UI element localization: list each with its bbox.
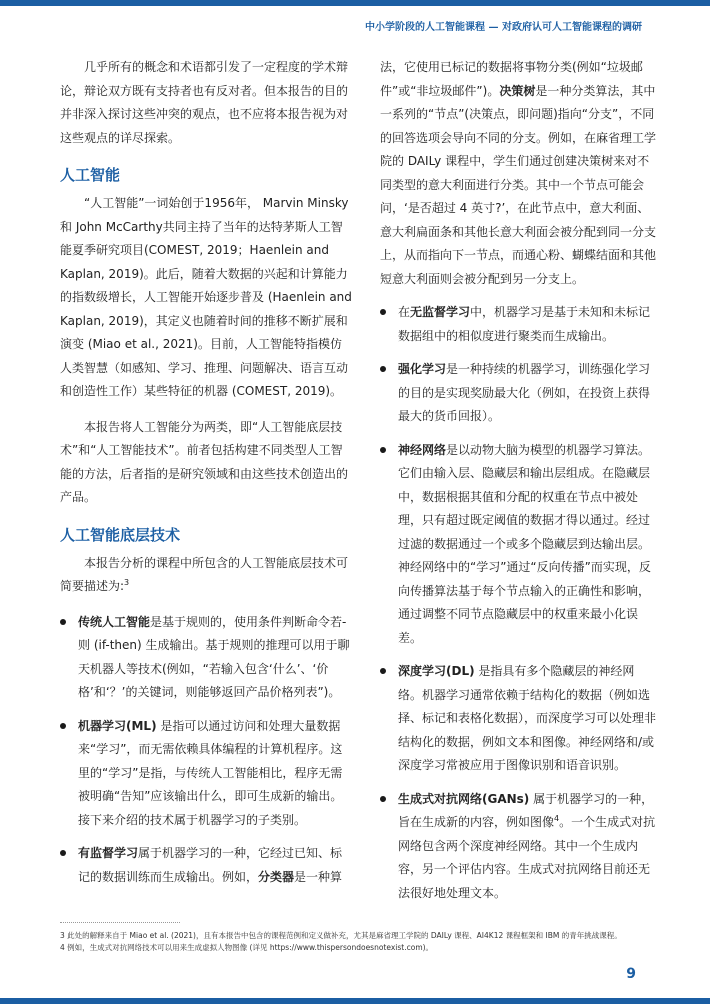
continuation-text-2: 是一种分类算法，其中一系列的“节点”(决策点，即问题)指向“分支”，不同的回答选项会导向不同的分支。例如，在麻省理工学院的 DAILy 课程中，学生们通过创建决策树来对不同类型的意大利面进行分类。其中一个节点可能会问，‘是否超过 4 英寸?’，在此节点中，意大利面、意大利扁面条和其他长意大利面会被分配到同一分支上，从而指向下一节点，而通心粉、蝴蝶结面和其他短意大利面则会被分配到另一分支上。 (380, 83, 657, 286)
left-column (60, 56, 352, 899)
underlying-tech-intro-text: 本报告分析的课程中所包含的人工智能底层技术可简要描述为: (60, 555, 349, 593)
footnote-4[interactable]: 4 例如，生成式对抗网络技术可以用来生成虚拟人物图像 (详见 https://www.thispersondoesnotexist.com)。 (60, 943, 434, 952)
list-item (60, 611, 352, 705)
term-machine-learning: 机器学习(ML) (78, 718, 157, 733)
term-gans: 生成式对抗网络(GANs) (398, 791, 530, 806)
list-item (380, 439, 656, 651)
list-item-text: 是一种算 (294, 869, 343, 884)
list-item-text: 中，机器学习是基于未知和未标记数据组中的相似度进行聚类而生成输出。 (398, 305, 651, 343)
ai-heading: 人工智能 (60, 166, 121, 184)
term-decision-tree: 决策树 (499, 83, 536, 98)
term-classifier: 分类器 (258, 869, 295, 884)
list-item-text: 是一种持续的机器学习，训练强化学习的目的是实现奖励最大化（例如，在投资上获得最大的货币回报）。 (398, 362, 651, 423)
intro-paragraph: 几乎所有的概念和术语都引发了一定程度的学术辩论，辩论双方既有支持者也有反对者。但本报告的目的并非深入探讨这些冲突的观点，也不应将本报告视为对这些观点的详尽探索。 (60, 60, 349, 145)
list-item-text: 是指可以通过访问和处理大量数据来“学习”，而无需依赖具体编程的计算机程序。这里的“学习”是指，与传统人工智能相比，程序无需被明确“告知”应该输出什么，即可生成新的输出。接下来介绍的技术属于机器学习的子类别。 (78, 718, 343, 827)
left-bullet-list (60, 611, 352, 890)
list-item (380, 660, 656, 778)
term-unsupervised-learning: 无监督学习 (410, 305, 471, 319)
list-item-text: 是基于规则的，使用条件判断命令若-则 (if-then) 生成输出。基于规则的推理可以用于聊天机器人等技术(例如，“若输入包含‘什么’、‘价格’和‘？’的关键词，则能够返回产品价格列表”)。 (78, 614, 350, 699)
list-item (380, 358, 656, 429)
underlying-tech-intro (60, 552, 352, 599)
footnote-ref-4[interactable]: 4 (554, 814, 560, 823)
list-item-text: 。一个生成式对抗网络包含两个深度神经网络。其中一个生成内容，另一个评估内容。生成式对抗网络目前还无法很好地处理文本。 (398, 815, 656, 900)
right-column (380, 56, 656, 915)
list-item (60, 715, 352, 833)
footer-rule (0, 998, 710, 1004)
bullet-icon (380, 447, 386, 453)
list-item-text: 属于机器学习的一种，旨在生成新的内容，例如图像 (398, 791, 654, 829)
list-item-prefix: 在 (398, 305, 411, 319)
bullet-icon (380, 366, 386, 372)
footnote-3: 3 此处的解释来自于 Miao et al. (2021)，且有本报告中包含的课程范例和定义做补充，尤其是麻省理工学院的 DAILy 课程、AI4K12 课程框架和 IBM 的青年挑战课程。 (60, 931, 622, 940)
bullet-icon (60, 723, 66, 729)
ai-paragraph-1: “人工智能”一词始创于1956年， Marvin Minsky和 John McCarthy共同主持了当年的达特茅斯人工智能夏季研究项目(COMEST, 2019；Haenlein and Kaplan, 2019)。此后，随着大数据的兴起和计算能力的指数级增长，人工智能开始逐步普及 (Haenlein and Kaplan, 2019)，其定义也随着时间的推移不断扩展和演变 (Miao et al., 2021)。目前，人工智能特指模仿人类智慧（如感知、学习、推理、问题解决、语言互动和创造性工作）某些特征的机器 (COMEST, 2019)。 (60, 196, 352, 398)
term-traditional-ai: 传统人工智能 (78, 614, 151, 629)
list-item (60, 842, 352, 889)
term-supervised-learning: 有监督学习 (78, 846, 139, 860)
term-deep-learning: 深度学习(DL) (398, 664, 475, 678)
bullet-icon (380, 309, 386, 315)
right-bullet-list (380, 301, 656, 905)
page-number: 9 (626, 966, 636, 982)
ai-paragraph-2: 本报告将人工智能分为两类，即“人工智能底层技术”和“人工智能技术”。前者包括构建不同类型人工智能的方法，后者指的是研究领域和由这些技术创造出的产品。 (60, 419, 349, 504)
header-rule (0, 0, 710, 6)
bullet-icon (60, 850, 66, 856)
bullet-icon (60, 619, 66, 625)
list-item-text: 是指具有多个隐藏层的神经网络。机器学习通常依赖于结构化的数据（例如选择、标记和表格化数据），而深度学习可以处理非结构化的数据，例如文本和图像。神经网络和/或深度学习常被应用于图像识别和语音识别。 (398, 664, 657, 772)
term-neural-network: 神经网络 (398, 442, 447, 457)
list-item-text: 属于机器学习的一种，它经过已知、标记的数据训练而生成输出。例如， (78, 846, 343, 884)
underlying-tech-heading: 人工智能底层技术 (60, 525, 181, 544)
list-item (380, 301, 656, 348)
term-reinforcement-learning: 强化学习 (398, 362, 447, 376)
running-header: 中小学阶段的人工智能课程 — 对政府认可人工智能课程的调研 (365, 22, 642, 33)
footnote-separator (60, 922, 180, 923)
list-item-text: 是以动物大脑为模型的机器学习算法。它们由输入层、隐藏层和输出层组成。在隐藏层中，数据根据其值和分配的权重在节点中被处理，只有超过既定阈值的数据才得以通过。经过过滤的数据通过一个或多个隐藏层到达输出层。神经网络中的“学习”通过“反向传播”而实现，反向传播算法基于每个节点输入的正确性和影响，通过调整不同节点隐藏层中的权重来最小化误差。 (398, 442, 651, 645)
continuation-text: 法，它使用已标记的数据将事物分类(例如“垃圾邮件”或“非垃圾邮件”)。 (380, 60, 643, 98)
list-item (380, 788, 656, 906)
bullet-icon (380, 796, 386, 802)
bullet-icon (380, 668, 386, 674)
continuation-paragraph (380, 56, 656, 291)
footnotes (60, 930, 670, 954)
footnote-ref-3[interactable]: 3 (124, 578, 130, 587)
